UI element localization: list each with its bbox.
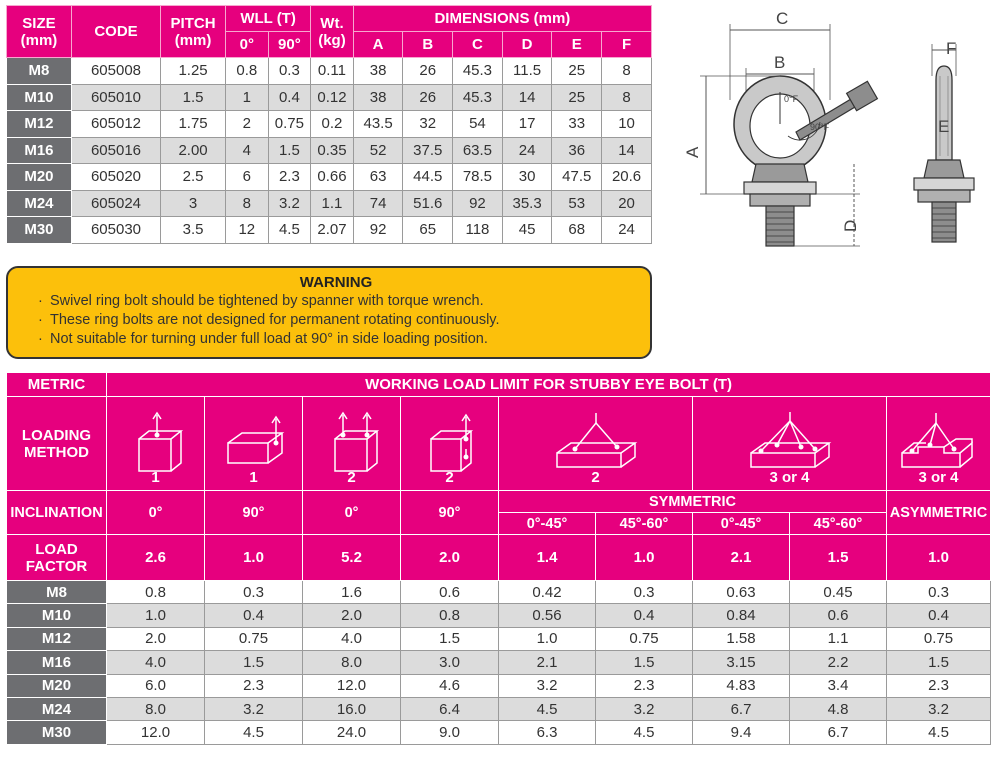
spec-cell-wt: 0.12 [311,84,354,111]
spec-cell-d: 24 [502,137,552,164]
spec-cell-a: 74 [353,190,403,217]
symmetric-angle: 45°-60° [790,513,887,535]
spec-size-cell: M20 [7,164,72,191]
spec-header-dim: C [453,32,503,58]
angle-label-0: 0°F [784,94,799,104]
spec-cell-a: 52 [353,137,403,164]
wll-size-cell: M8 [7,581,107,604]
wll-value-cell: 2.3 [887,674,991,697]
spec-header-code: CODE [71,6,160,58]
spec-cell-c: 45.3 [453,84,503,111]
wll-table [6,372,991,745]
spec-size-cell: M30 [7,217,72,244]
asymmetric-label: ASYMMETRIC [887,491,991,535]
wll-value-cell: 3.2 [499,674,596,697]
wll-value-cell: 1.5 [596,651,693,674]
dim-label-b: B [774,53,786,72]
loading-method-cell [107,397,205,491]
load-factor-value: 1.0 [205,535,303,581]
spec-cell-b: 26 [403,58,453,85]
spec-cell-pitch: 1.5 [161,84,226,111]
spec-cell-e: 36 [552,137,602,164]
spec-cell-d: 45 [502,217,552,244]
spec-cell-f: 10 [602,111,652,138]
method-count: 3 or 4 [918,469,959,486]
cube-vertical-lift-icon [121,409,191,479]
spec-cell-wll0: 0.8 [226,58,269,85]
spec-cell-a: 38 [353,84,403,111]
spec-cell-pitch: 2.5 [161,164,226,191]
spec-cell-pitch: 3 [161,190,226,217]
spec-cell-d: 14 [502,84,552,111]
spec-header-size: SIZE (mm) [7,6,72,58]
wll-row [7,627,991,650]
wll-value-cell: 3.2 [205,697,303,720]
warning-box [6,266,652,359]
wll-value-cell: 4.5 [596,721,693,744]
spec-cell-b: 37.5 [403,137,453,164]
spec-cell-d: 30 [502,164,552,191]
spec-cell-a: 92 [353,217,403,244]
spec-cell-f: 24 [602,217,652,244]
spec-size-cell: M16 [7,137,72,164]
spec-header-dim: F [602,32,652,58]
spec-cell-b: 44.5 [403,164,453,191]
spec-header-dim: B [403,32,453,58]
warning-item: · Swivel ring bolt should be tightened by spanner with torque wrench. [38,292,634,311]
spec-cell-c: 45.3 [453,58,503,85]
load-factor-value: 1.0 [596,535,693,581]
spec-header-dim: E [552,32,602,58]
spec-cell-code: 605020 [71,164,160,191]
notched-block-sling-icon [894,409,984,479]
method-count: 1 [151,469,160,486]
inclination-value: 90° [401,491,499,535]
slab-two-leg-sling-icon [541,409,651,479]
spec-header-dim: A [353,32,403,58]
wll-value-cell: 3.2 [887,697,991,720]
spec-cell-b: 51.6 [403,190,453,217]
wll-value-cell: 12.0 [107,721,205,744]
spec-cell-wt: 0.35 [311,137,354,164]
spec-header-pitch: PITCH (mm) [161,6,226,58]
spec-size-cell: M12 [7,111,72,138]
wll-value-cell: 4.5 [887,721,991,744]
wll-title: WORKING LOAD LIMIT FOR STUBBY EYE BOLT (T) [107,373,991,397]
wll-value-cell: 0.3 [205,581,303,604]
cube-double-vertical-lift-icon [317,409,387,479]
method-count: 1 [249,469,258,486]
wll-size-cell: M30 [7,721,107,744]
eye-bolt-front-drawing [670,4,890,266]
wll-value-cell: 1.58 [693,627,790,650]
wll-value-cell: 0.75 [205,627,303,650]
wll-value-cell: 0.84 [693,604,790,627]
spec-cell-f: 14 [602,137,652,164]
wll-value-cell: 1.0 [107,604,205,627]
spec-header-dimensions: DIMENSIONS (mm) [353,6,651,32]
loading-method-cell [205,397,303,491]
spec-cell-a: 38 [353,58,403,85]
wll-value-cell: 3.0 [401,651,499,674]
dim-label-f: F [946,39,957,58]
wll-value-cell: 1.5 [401,627,499,650]
spec-cell-wll90: 4.5 [268,217,311,244]
wll-value-cell: 0.63 [693,581,790,604]
wll-value-cell: 4.0 [303,627,401,650]
spec-cell-e: 25 [552,58,602,85]
spec-cell-c: 54 [453,111,503,138]
inclination-value: 0° [303,491,401,535]
wll-value-cell: 2.0 [303,604,401,627]
spec-cell-d: 17 [502,111,552,138]
spec-cell-a: 63 [353,164,403,191]
wll-value-cell: 8.0 [303,651,401,674]
wll-value-cell: 9.4 [693,721,790,744]
spec-size-cell: M24 [7,190,72,217]
wll-value-cell: 9.0 [401,721,499,744]
spec-cell-e: 47.5 [552,164,602,191]
loading-method-cell [693,397,887,491]
dim-label-c: C [776,9,789,28]
spec-cell-f: 8 [602,58,652,85]
inclination-value: 0° [107,491,205,535]
wll-value-cell: 0.8 [401,604,499,627]
wll-value-cell: 0.6 [401,581,499,604]
spec-cell-e: 25 [552,84,602,111]
warning-list [38,292,634,349]
spec-cell-b: 65 [403,217,453,244]
wll-value-cell: 3.2 [596,697,693,720]
warning-item: · Not suitable for turning under full load at 90° in side loading position. [38,330,634,349]
spec-cell-d: 11.5 [502,58,552,85]
wll-value-cell: 0.4 [205,604,303,627]
wll-row [7,674,991,697]
spec-cell-wll90: 0.3 [268,58,311,85]
spec-cell-pitch: 1.25 [161,58,226,85]
spec-cell-e: 68 [552,217,602,244]
spec-cell-code: 605010 [71,84,160,111]
wll-value-cell: 2.0 [107,627,205,650]
wll-value-cell: 6.4 [401,697,499,720]
spec-cell-wll0: 1 [226,84,269,111]
load-factor-value: 2.1 [693,535,790,581]
spec-cell-wll0: 6 [226,164,269,191]
spec-cell-f: 20.6 [602,164,652,191]
wll-value-cell: 0.4 [887,604,991,627]
wll-value-cell: 6.7 [693,697,790,720]
wll-value-cell: 6.3 [499,721,596,744]
wll-value-cell: 0.56 [499,604,596,627]
spec-cell-wll90: 0.4 [268,84,311,111]
eye-bolt-side-drawing [904,36,984,248]
wll-value-cell: 6.0 [107,674,205,697]
wll-value-cell: 0.3 [596,581,693,604]
loading-method-cell [887,397,991,491]
spec-cell-pitch: 1.75 [161,111,226,138]
wll-value-cell: 2.3 [596,674,693,697]
spec-row [7,84,652,111]
spec-cell-wt: 0.11 [311,58,354,85]
spec-cell-c: 63.5 [453,137,503,164]
wll-size-cell: M20 [7,674,107,697]
cube-double-side-lift-icon [415,409,485,479]
dim-label-a: A [683,146,702,158]
spec-cell-c: 118 [453,217,503,244]
dim-label-d: D [841,219,860,232]
wll-value-cell: 4.0 [107,651,205,674]
wll-value-cell: 4.5 [499,697,596,720]
wll-value-cell: 2.1 [499,651,596,674]
load-factor-value: 1.5 [790,535,887,581]
wll-value-cell: 0.8 [107,581,205,604]
spec-cell-code: 605024 [71,190,160,217]
spec-size-cell: M10 [7,84,72,111]
spec-cell-wll0: 4 [226,137,269,164]
wll-value-cell: 0.42 [499,581,596,604]
spec-cell-wt: 1.1 [311,190,354,217]
wll-row [7,651,991,674]
slab-four-leg-sling-icon [735,409,845,479]
symmetric-label: SYMMETRIC [499,491,887,513]
wll-value-cell: 24.0 [303,721,401,744]
angle-label-90: 90°F [810,122,830,132]
spec-header-weight: Wt. (kg) [311,6,354,58]
spec-cell-e: 53 [552,190,602,217]
spec-cell-b: 26 [403,84,453,111]
spec-cell-wt: 0.66 [311,164,354,191]
wll-value-cell: 0.6 [790,604,887,627]
spec-cell-c: 78.5 [453,164,503,191]
spec-cell-code: 605012 [71,111,160,138]
wll-value-cell: 4.8 [790,697,887,720]
load-factor-value: 1.0 [887,535,991,581]
wll-value-cell: 1.0 [499,627,596,650]
warning-item: · These ring bolts are not designed for permanent rotating continuously. [38,311,634,330]
wll-row [7,604,991,627]
spec-cell-wll90: 2.3 [268,164,311,191]
wll-value-cell: 0.4 [596,604,693,627]
wll-size-cell: M12 [7,627,107,650]
wll-value-cell: 3.4 [790,674,887,697]
inclination-value: 90° [205,491,303,535]
spec-header-dim: D [502,32,552,58]
inclination-label: INCLINATION [7,491,107,535]
spec-table [6,5,652,244]
loading-method-cell [303,397,401,491]
dim-label-e: E [938,117,950,136]
spec-row [7,111,652,138]
method-count: 2 [347,469,356,486]
spec-cell-f: 20 [602,190,652,217]
method-count: 2 [445,469,454,486]
spec-cell-pitch: 2.00 [161,137,226,164]
wll-value-cell: 2.2 [790,651,887,674]
wll-value-cell: 4.83 [693,674,790,697]
spec-size-cell: M8 [7,58,72,85]
warning-title: WARNING [299,274,373,291]
wll-row [7,697,991,720]
wll-value-cell: 0.75 [887,627,991,650]
symmetric-angle: 0°-45° [499,513,596,535]
load-factor-label: LOAD FACTOR [7,535,107,581]
spec-cell-b: 32 [403,111,453,138]
wll-value-cell: 1.5 [887,651,991,674]
spec-cell-wt: 2.07 [311,217,354,244]
spec-cell-wt: 0.2 [311,111,354,138]
wll-value-cell: 0.3 [887,581,991,604]
wll-value-cell: 1.1 [790,627,887,650]
load-factor-value: 5.2 [303,535,401,581]
wll-value-cell: 0.45 [790,581,887,604]
spec-row [7,190,652,217]
spec-row [7,137,652,164]
spec-cell-wll0: 12 [226,217,269,244]
spec-cell-wll0: 2 [226,111,269,138]
wll-row [7,581,991,604]
load-factor-value: 2.6 [107,535,205,581]
spec-cell-code: 605030 [71,217,160,244]
spec-cell-wll90: 0.75 [268,111,311,138]
spec-header-wll: WLL (T) [226,6,311,32]
spec-cell-c: 92 [453,190,503,217]
spec-row [7,58,652,85]
wll-value-cell: 3.15 [693,651,790,674]
spec-row [7,217,652,244]
wll-row [7,721,991,744]
symmetric-angle: 45°-60° [596,513,693,535]
method-count: 3 or 4 [769,469,810,486]
spec-cell-f: 8 [602,84,652,111]
loading-method-cell [401,397,499,491]
spec-row [7,164,652,191]
spec-cell-wll90: 3.2 [268,190,311,217]
wll-size-cell: M16 [7,651,107,674]
spec-cell-code: 605016 [71,137,160,164]
spec-header-wll-90: 90° [268,32,311,58]
loading-method-cell [499,397,693,491]
spec-cell-wll90: 1.5 [268,137,311,164]
wll-value-cell: 1.6 [303,581,401,604]
wll-value-cell: 1.5 [205,651,303,674]
method-count: 2 [591,469,600,486]
load-factor-value: 2.0 [401,535,499,581]
wll-size-cell: M24 [7,697,107,720]
cube-side-lift-icon [216,409,292,479]
wll-size-cell: M10 [7,604,107,627]
spec-cell-wll0: 8 [226,190,269,217]
wll-value-cell: 0.75 [596,627,693,650]
wll-value-cell: 16.0 [303,697,401,720]
wll-value-cell: 12.0 [303,674,401,697]
wll-value-cell: 8.0 [107,697,205,720]
spec-header-wll-0: 0° [226,32,269,58]
symmetric-angle: 0°-45° [693,513,790,535]
wll-value-cell: 6.7 [790,721,887,744]
wll-value-cell: 2.3 [205,674,303,697]
loading-method-label: LOADING METHOD [7,397,107,491]
wll-value-cell: 4.6 [401,674,499,697]
spec-cell-pitch: 3.5 [161,217,226,244]
wll-metric-header: METRIC [7,373,107,397]
wll-value-cell: 4.5 [205,721,303,744]
spec-cell-a: 43.5 [353,111,403,138]
spec-cell-code: 605008 [71,58,160,85]
load-factor-value: 1.4 [499,535,596,581]
spec-cell-d: 35.3 [502,190,552,217]
spec-cell-e: 33 [552,111,602,138]
